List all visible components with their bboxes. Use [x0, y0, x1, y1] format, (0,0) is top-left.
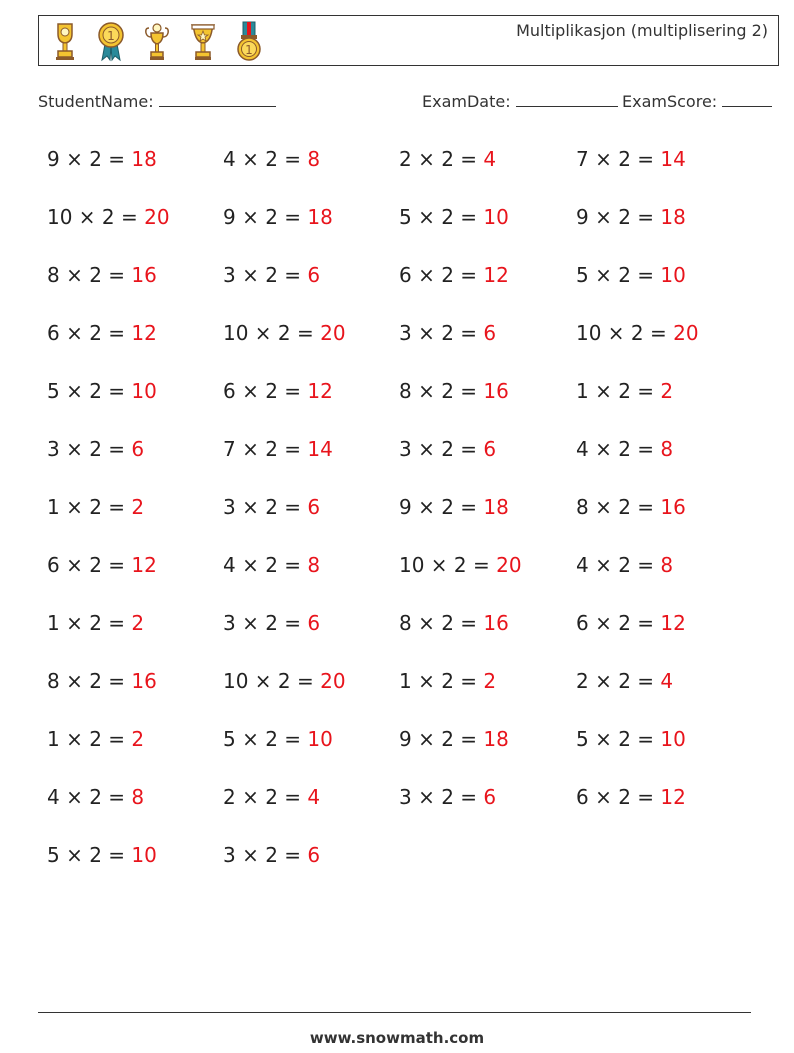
problem-question: 10 × 2 = — [399, 553, 497, 577]
problem-question: 5 × 2 = — [47, 843, 132, 867]
problem-row — [47, 727, 767, 757]
problem-answer: 8 — [307, 147, 321, 171]
problem-item — [47, 843, 157, 867]
problem-item — [223, 843, 320, 867]
problem-question: 6 × 2 = — [399, 263, 484, 287]
problem-question: 3 × 2 = — [223, 263, 308, 287]
problem-answer: 10 — [483, 205, 509, 229]
problem-item — [576, 321, 699, 345]
problem-item — [399, 147, 496, 171]
icon-row — [49, 20, 265, 62]
problem-question: 3 × 2 = — [47, 437, 132, 461]
problem-question: 5 × 2 = — [399, 205, 484, 229]
problem-item — [47, 669, 157, 693]
problem-answer: 18 — [483, 495, 509, 519]
problem-row — [47, 379, 767, 409]
problem-answer: 18 — [307, 205, 333, 229]
problem-question: 10 × 2 = — [576, 321, 674, 345]
problem-answer: 4 — [660, 669, 674, 693]
problem-answer: 2 — [483, 669, 497, 693]
problem-question: 6 × 2 = — [47, 553, 132, 577]
problem-item — [576, 611, 686, 635]
problem-row — [47, 843, 767, 873]
problem-answer: 12 — [483, 263, 509, 287]
problem-question: 8 × 2 = — [399, 611, 484, 635]
problem-item — [223, 785, 320, 809]
problem-item — [576, 495, 686, 519]
problem-question: 9 × 2 = — [47, 147, 132, 171]
problem-question: 7 × 2 = — [223, 437, 308, 461]
trophy-cup-icon — [141, 20, 173, 62]
problem-answer: 6 — [483, 785, 497, 809]
problem-question: 1 × 2 = — [399, 669, 484, 693]
svg-text:1: 1 — [245, 43, 253, 57]
svg-text:1: 1 — [107, 29, 115, 43]
exam-score-label: ExamScore: — [622, 92, 718, 111]
problem-item — [47, 553, 157, 577]
problem-question: 8 × 2 = — [47, 263, 132, 287]
problem-question: 3 × 2 = — [399, 785, 484, 809]
problem-answer: 2 — [131, 727, 145, 751]
problem-answer: 12 — [131, 553, 157, 577]
problem-item — [399, 205, 509, 229]
problem-question: 3 × 2 = — [399, 437, 484, 461]
problem-question: 5 × 2 = — [576, 727, 661, 751]
problem-item — [399, 437, 496, 461]
problem-item — [399, 727, 509, 751]
problem-question: 1 × 2 = — [47, 495, 132, 519]
problem-item — [576, 727, 686, 751]
problem-question: 2 × 2 = — [576, 669, 661, 693]
problem-item — [223, 495, 320, 519]
problem-item — [223, 553, 320, 577]
problem-row — [47, 669, 767, 699]
student-name-field[interactable] — [38, 92, 276, 111]
problem-item — [223, 437, 333, 461]
problem-item — [223, 147, 320, 171]
problem-item — [576, 147, 686, 171]
problem-item — [47, 785, 144, 809]
header-box — [38, 15, 779, 66]
problem-question: 6 × 2 = — [47, 321, 132, 345]
problem-answer: 6 — [307, 495, 321, 519]
problem-answer: 8 — [131, 785, 145, 809]
problem-item — [47, 611, 144, 635]
problem-item — [576, 379, 673, 403]
student-name-blank[interactable] — [159, 92, 276, 107]
problem-answer: 18 — [483, 727, 509, 751]
problem-item — [223, 611, 320, 635]
problem-question: 9 × 2 = — [223, 205, 308, 229]
problem-answer: 20 — [496, 553, 522, 577]
problem-answer: 20 — [320, 321, 346, 345]
problem-answer: 2 — [131, 495, 145, 519]
problem-item — [576, 669, 673, 693]
problem-answer: 20 — [144, 205, 170, 229]
problem-question: 3 × 2 = — [223, 611, 308, 635]
problem-question: 6 × 2 = — [576, 785, 661, 809]
medal-icon — [233, 20, 265, 62]
problem-answer: 10 — [307, 727, 333, 751]
problem-answer: 6 — [483, 321, 497, 345]
exam-date-label: ExamDate: — [422, 92, 511, 111]
problem-item — [223, 379, 333, 403]
problem-item — [576, 785, 686, 809]
problem-question: 5 × 2 = — [47, 379, 132, 403]
medal-ribbon-icon — [95, 20, 127, 62]
problem-answer: 12 — [307, 379, 333, 403]
worksheet-title: Multiplikasjon (multiplisering 2) — [516, 21, 768, 40]
problem-question: 2 × 2 = — [399, 147, 484, 171]
problem-answer: 2 — [131, 611, 145, 635]
problem-item — [47, 321, 157, 345]
problem-answer: 16 — [483, 611, 509, 635]
problem-item — [576, 553, 673, 577]
problem-question: 1 × 2 = — [47, 727, 132, 751]
problem-question: 9 × 2 = — [399, 495, 484, 519]
problem-item — [399, 611, 509, 635]
problem-row — [47, 263, 767, 293]
problem-answer: 10 — [131, 379, 157, 403]
problem-answer: 6 — [307, 263, 321, 287]
problem-answer: 14 — [307, 437, 333, 461]
problem-question: 9 × 2 = — [576, 205, 661, 229]
problem-item — [47, 437, 144, 461]
problem-answer: 14 — [660, 147, 686, 171]
problem-answer: 6 — [131, 437, 145, 461]
student-name-label: StudentName: — [38, 92, 154, 111]
problem-item — [223, 669, 346, 693]
problem-answer: 20 — [320, 669, 346, 693]
problem-question: 1 × 2 = — [576, 379, 661, 403]
problem-question: 1 × 2 = — [47, 611, 132, 635]
problem-question: 5 × 2 = — [576, 263, 661, 287]
problem-question: 8 × 2 = — [47, 669, 132, 693]
problem-item — [399, 785, 496, 809]
problem-answer: 6 — [307, 611, 321, 635]
problem-answer: 10 — [660, 263, 686, 287]
exam-date-field[interactable] — [422, 92, 618, 111]
problem-row — [47, 495, 767, 525]
problem-item — [399, 669, 496, 693]
problem-item — [399, 321, 496, 345]
problem-question: 8 × 2 = — [399, 379, 484, 403]
exam-date-blank[interactable] — [516, 92, 618, 107]
problem-question: 6 × 2 = — [223, 379, 308, 403]
problem-row — [47, 785, 767, 815]
problem-question: 6 × 2 = — [576, 611, 661, 635]
problem-answer: 2 — [660, 379, 674, 403]
problem-row — [47, 321, 767, 351]
problem-answer: 18 — [131, 147, 157, 171]
problem-answer: 4 — [307, 785, 321, 809]
exam-score-field[interactable] — [622, 92, 772, 111]
problem-row — [47, 437, 767, 467]
problem-answer: 16 — [660, 495, 686, 519]
problem-question: 7 × 2 = — [576, 147, 661, 171]
problem-item — [399, 495, 509, 519]
problem-item — [576, 263, 686, 287]
exam-score-blank[interactable] — [722, 92, 772, 107]
problem-answer: 12 — [660, 785, 686, 809]
problem-item — [47, 147, 157, 171]
problem-answer: 16 — [483, 379, 509, 403]
problem-item — [399, 379, 509, 403]
footer-divider — [38, 1012, 751, 1013]
problem-answer: 12 — [660, 611, 686, 635]
problem-row — [47, 553, 767, 583]
footer-site: www.snowmath.com — [309, 1029, 485, 1047]
problem-answer: 10 — [660, 727, 686, 751]
problem-answer: 16 — [131, 669, 157, 693]
problem-question: 10 × 2 = — [223, 321, 321, 345]
problem-answer: 8 — [307, 553, 321, 577]
problem-question: 10 × 2 = — [47, 205, 145, 229]
problem-answer: 20 — [673, 321, 699, 345]
problem-question: 9 × 2 = — [399, 727, 484, 751]
problem-item — [576, 437, 673, 461]
problem-answer: 8 — [660, 553, 674, 577]
problem-answer: 18 — [660, 205, 686, 229]
problem-answer: 8 — [660, 437, 674, 461]
problem-question: 2 × 2 = — [223, 785, 308, 809]
problem-question: 3 × 2 = — [223, 495, 308, 519]
problem-question: 3 × 2 = — [223, 843, 308, 867]
problem-answer: 12 — [131, 321, 157, 345]
problem-item — [47, 205, 170, 229]
problem-question: 3 × 2 = — [399, 321, 484, 345]
problem-answer: 6 — [307, 843, 321, 867]
problem-item — [47, 379, 157, 403]
problem-item — [47, 263, 157, 287]
problem-question: 10 × 2 = — [223, 669, 321, 693]
problem-item — [47, 727, 144, 751]
problem-question: 4 × 2 = — [576, 437, 661, 461]
problem-question: 5 × 2 = — [223, 727, 308, 751]
problem-item — [399, 263, 509, 287]
problem-answer: 10 — [131, 843, 157, 867]
problem-question: 4 × 2 = — [223, 147, 308, 171]
problem-row — [47, 611, 767, 641]
problem-item — [223, 321, 346, 345]
problem-item — [223, 727, 333, 751]
problem-question: 4 × 2 = — [47, 785, 132, 809]
problem-answer: 16 — [131, 263, 157, 287]
problem-item — [576, 205, 686, 229]
problem-item — [223, 205, 333, 229]
problem-question: 4 × 2 = — [576, 553, 661, 577]
problem-item — [399, 553, 522, 577]
problem-row — [47, 147, 767, 177]
problem-answer: 4 — [483, 147, 497, 171]
problem-item — [47, 495, 144, 519]
problem-question: 8 × 2 = — [576, 495, 661, 519]
problem-answer: 6 — [483, 437, 497, 461]
problem-row — [47, 205, 767, 235]
star-trophy-icon — [187, 20, 219, 62]
problem-question: 4 × 2 = — [223, 553, 308, 577]
problem-item — [223, 263, 320, 287]
trophy-icon — [49, 20, 81, 62]
